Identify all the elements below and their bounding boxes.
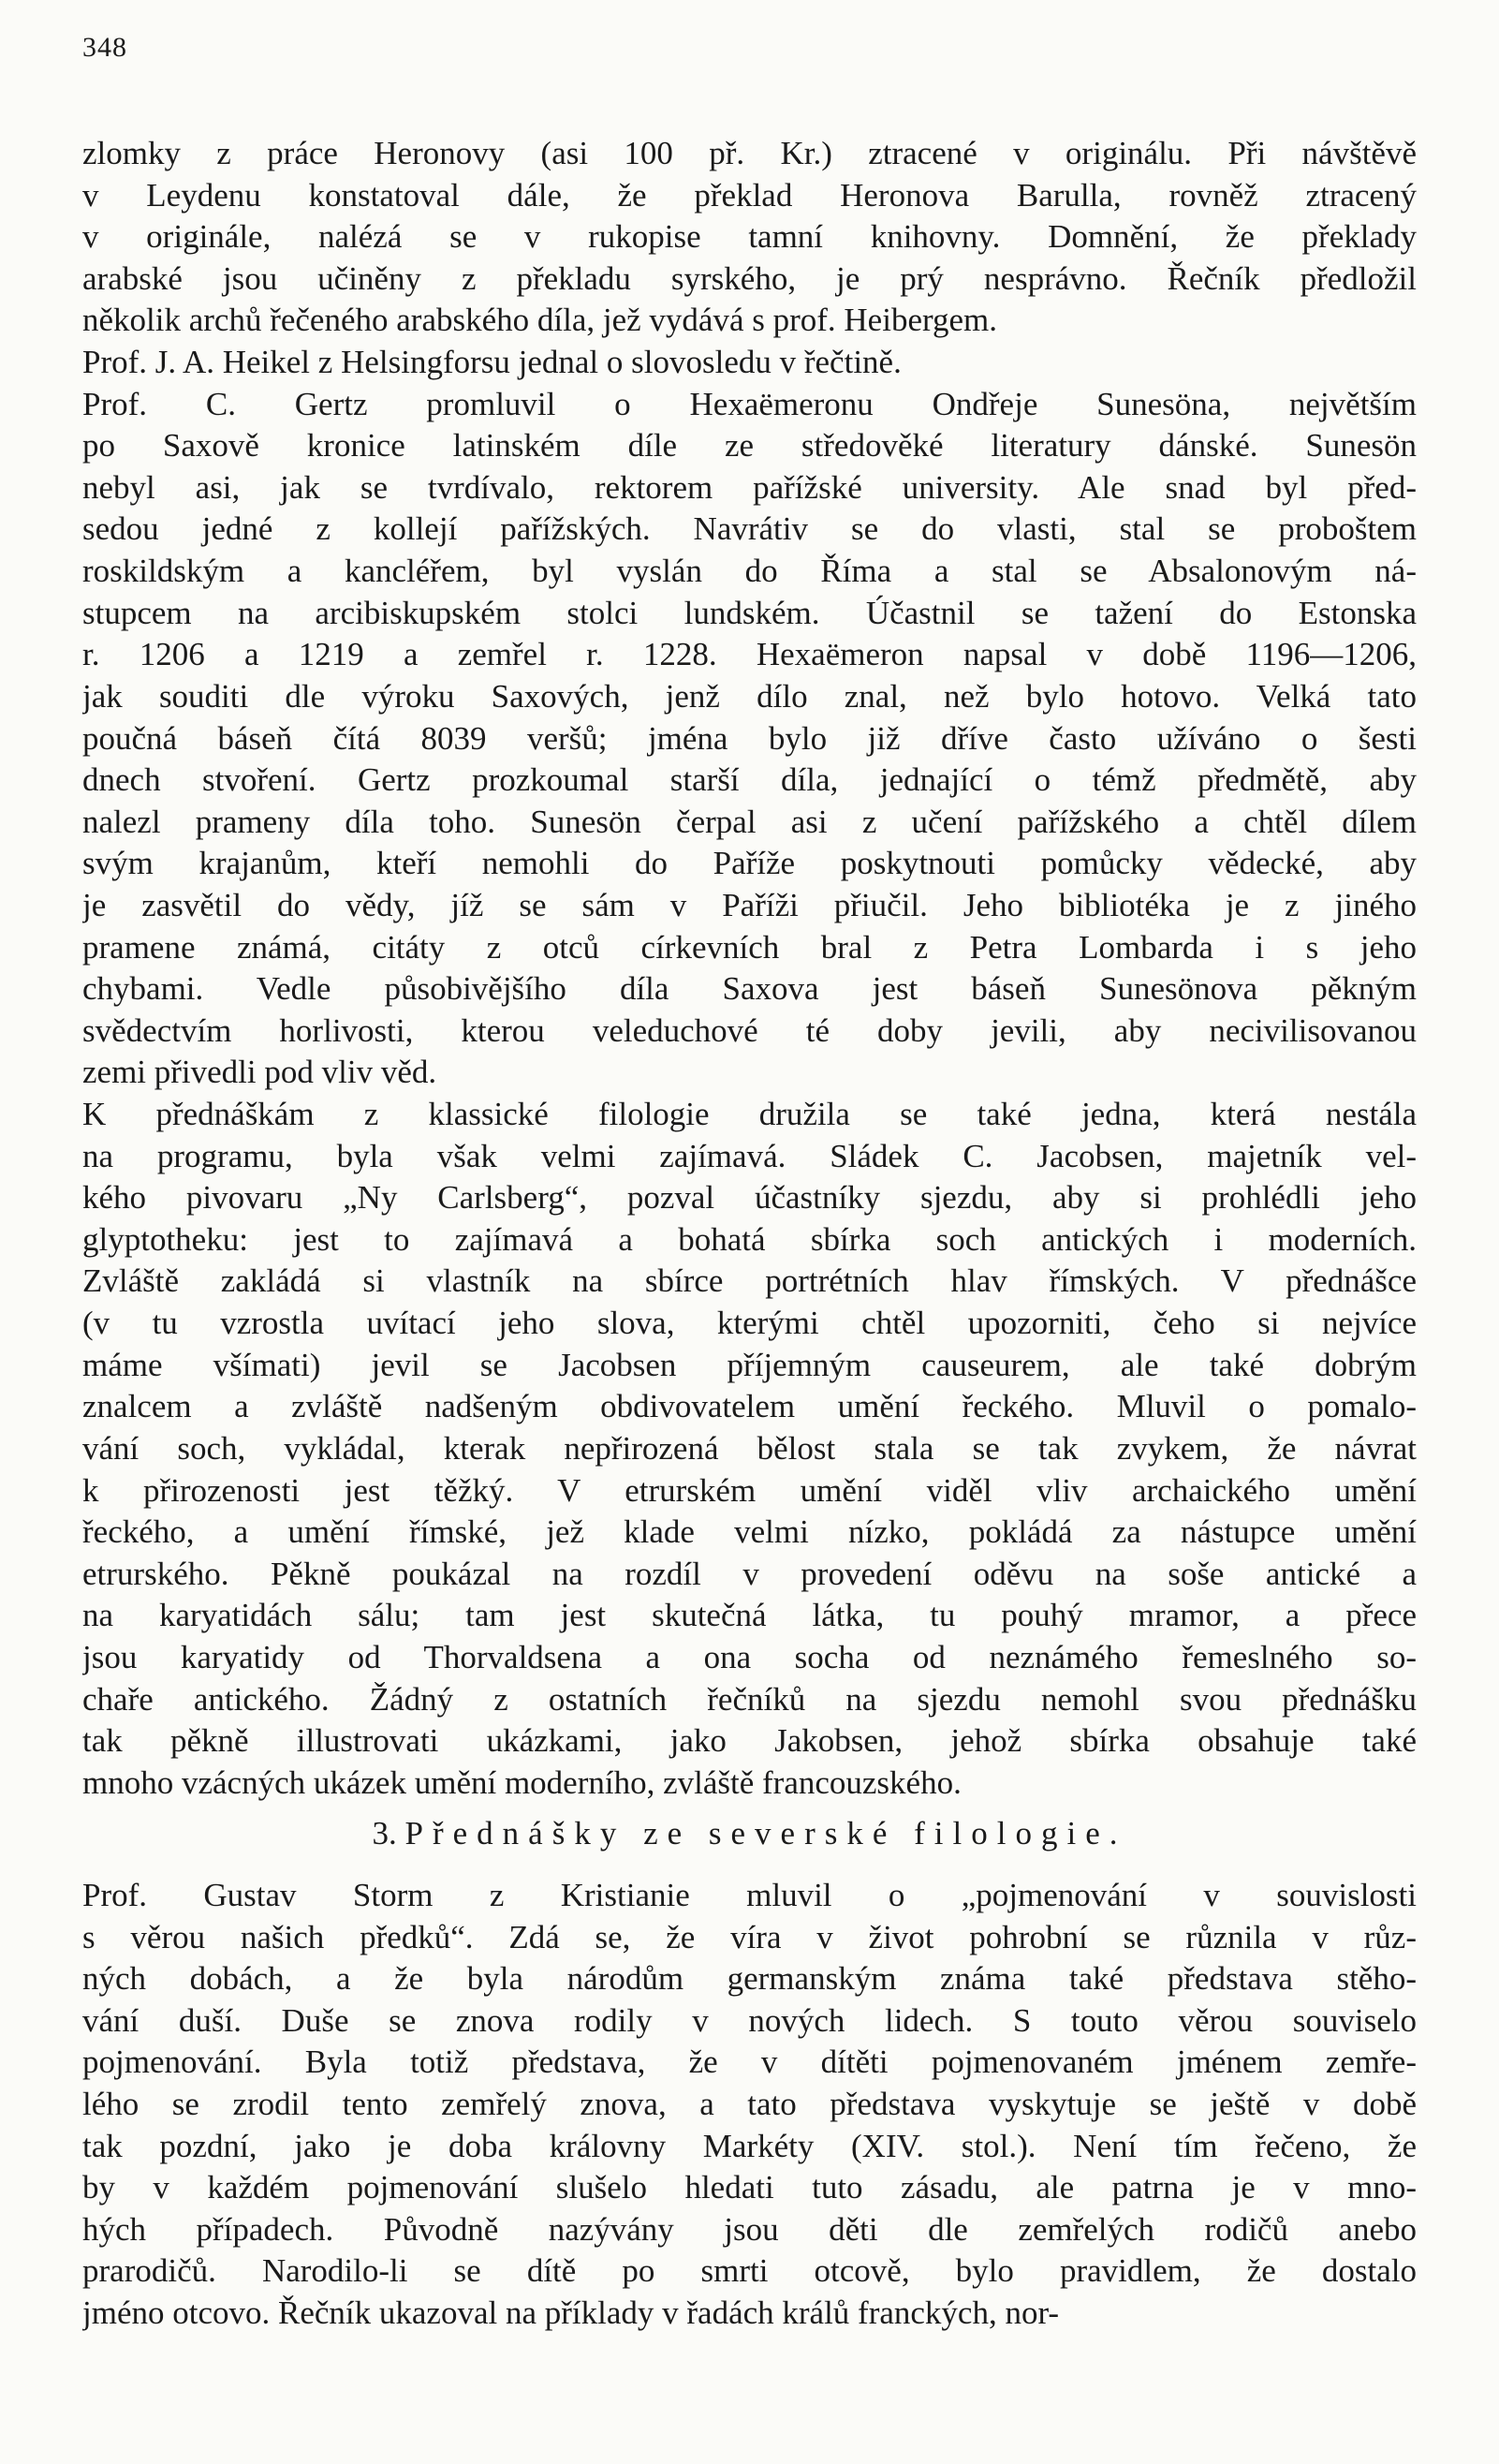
text-line: K přednáškám z klassické filologie družila se také jedna, která nestála: [82, 1096, 1417, 1133]
text-line: glyptotheku: jest to zajímavá a bohatá sbírka soch antických i moderních.: [82, 1220, 1417, 1258]
text-line: znalcem a zvláště nadšeným obdivovatelem umění řeckého. Mluvil o pomalo-: [82, 1388, 1417, 1425]
text-line: v originále, nalézá se v rukopise tamní knihovny. Domnění, že překlady: [82, 218, 1417, 256]
text-line: nalezl prameny díla toho. Sunesön čerpal asi z učení pařížského a chtěl dílem: [82, 803, 1417, 840]
text-line: etrurského. Pěkně poukázal na rozdíl v provedení oděvu na soše antické a: [82, 1555, 1417, 1592]
text-line: po Saxově kronice latinském díle ze středověké literatury dánské. Sunesön: [82, 427, 1417, 465]
text-line: by v každém pojmenování slušelo hledati tuto zásadu, ale patrna je v mno-: [82, 2169, 1417, 2206]
text-line: svým krajanům, kteří nemohli do Paříže poskytnouti pomůcky vědecké, aby: [82, 845, 1417, 882]
text-line: s věrou našich předků“. Zdá se, že víra v život pohrobní se různila v růz-: [82, 1918, 1417, 1955]
text-line: Prof. C. Gertz promluvil o Hexaëmeronu Ondřeje Sunesöna, největším: [82, 385, 1417, 422]
text-line: r. 1206 a 1219 a zemřel r. 1228. Hexaëmeron napsal v době 1196—1206,: [82, 636, 1417, 673]
text-line: Zvláště zakládá si vlastník na sbírce portrétních hlav římských. V přednášce: [82, 1262, 1417, 1300]
text-line: řeckého, a umění římské, jež klade velmi nízko, pokládá za nástupce umění: [82, 1513, 1417, 1551]
text-block-classical-philology: [82, 133, 1417, 1804]
text-line: v Leydenu konstatoval dále, že překlad Heronova Barulla, rovněž ztracený: [82, 176, 1417, 214]
text-line: pojmenování. Byla totiž představa, že v dítěti pojmenovaném jménem zemře-: [82, 2043, 1417, 2081]
text-line: máme všímati) jevil se Jacobsen příjemným causeurem, ale také dobrým: [82, 1346, 1417, 1383]
text-line: svědectvím horlivosti, kterou veleduchové té doby jevili, aby necivilisovanou: [82, 1011, 1417, 1049]
page-number: 348: [82, 32, 127, 63]
text-line: jsou karyatidy od Thorvaldsena a ona socha od neznámého řemeslného so-: [82, 1638, 1417, 1675]
text-line: na programu, byla však velmi zajímavá. Sládek C. Jacobsen, majetník vel-: [82, 1137, 1417, 1174]
text-line: chybami. Vedle působivějšího díla Saxova jest báseň Sunesönova pěkným: [82, 970, 1417, 1008]
text-line: je zasvětil do vědy, jíž se sám v Paříži přiučil. Jeho bibliotéka je z jiného: [82, 886, 1417, 923]
text-line: jak souditi dle výroku Saxových, jenž dílo znal, než bylo hotovo. Velká tato: [82, 677, 1417, 715]
text-line: kého pivovaru „Ny Carlsberg“, pozval účastníky sjezdu, aby si prohlédli jeho: [82, 1179, 1417, 1217]
text-line: pramene známá, citáty z otců církevních bral z Petra Lombarda i s jeho: [82, 928, 1417, 966]
text-line: arabské jsou učiněny z překladu syrského, je prý nesprávno. Řečník předložil: [82, 259, 1417, 297]
text-line: roskildským a kancléřem, byl vyslán do Říma a stal se Absalonovým ná-: [82, 553, 1417, 590]
section-heading: [0, 1813, 1499, 1854]
text-line: lého se zrodil tento zemřelý znova, a tato představa vyskytuje se ještě v době: [82, 2086, 1417, 2123]
text-line: k přirozenosti jest těžký. V etrurském umění viděl vliv archaického umění: [82, 1471, 1417, 1509]
text-block-nordic-philology: [82, 1875, 1417, 2335]
text-line: sedou jedné z kollejí pařížských. Navrátiv se do vlasti, stal se proboštem: [82, 510, 1417, 548]
section-title: Přednášky ze severské filologie.: [404, 1815, 1127, 1852]
text-line: mnoho vzácných ukázek umění moderního, zvláště francouzského.: [82, 1763, 962, 1801]
text-line: chaře antického. Žádný z ostatních řečníků na sjezdu nemohl svou přednášku: [82, 1680, 1417, 1718]
text-line: prarodičů. Narodilo-li se dítě po smrti otcově, bylo pravidlem, že dostalo: [82, 2252, 1417, 2290]
text-line: dnech stvoření. Gertz prozkoumal starší díla, jednající o témž předmětě, aby: [82, 761, 1417, 799]
text-line: zemi přivedli pod vliv věd.: [82, 1054, 437, 1091]
text-line: tak pozdní, jako je doba královny Markéty (XIV. stol.). Není tím řečeno, že: [82, 2127, 1417, 2164]
section-number: 3.: [372, 1815, 397, 1852]
text-line: (v tu vzrostla uvítací jeho slova, kterými chtěl upozorniti, čeho si nejvíce: [82, 1305, 1417, 1342]
text-line: Prof. J. A. Heikel z Helsingforsu jednal o slovosledu v řečtině.: [82, 344, 902, 381]
text-line: ných dobách, a že byla národům germanským známa také představa stěho-: [82, 1960, 1417, 1998]
text-line: vání soch, vykládal, kterak nepřirozená bělost stala se tak zvykem, že návrat: [82, 1429, 1417, 1467]
text-line: stupcem na arcibiskupském stolci lundském. Účastnil se tažení do Estonska: [82, 594, 1417, 631]
text-line: nebyl asi, jak se tvrdívalo, rektorem pařížské university. Ale snad byl před-: [82, 468, 1417, 506]
text-line: poučná báseň čítá 8039 veršů; jména bylo již dříve často užíváno o šesti: [82, 719, 1417, 757]
text-line: vání duší. Duše se znova rodily v nových lidech. S touto věrou souviselo: [82, 2001, 1417, 2039]
text-line: jméno otcovo. Řečník ukazoval na příklady v řadách králů franckých, nor-: [82, 2294, 1060, 2332]
text-line: několik archů řečeného arabského díla, jež vydává s prof. Heibergem.: [82, 302, 998, 339]
text-line: zlomky z práce Heronovy (asi 100 př. Kr.) ztracené v originálu. Při návštěvě: [82, 135, 1417, 171]
text-line: na karyatidách sálu; tam jest skutečná látka, tu pouhý mramor, a přece: [82, 1597, 1417, 1634]
text-line: tak pěkně illustrovati ukázkami, jako Jakobsen, jehož sbírka obsahuje také: [82, 1722, 1417, 1760]
text-line: Prof. Gustav Storm z Kristianie mluvil o „pojmenování v souvislosti: [82, 1877, 1417, 1913]
text-line: hých případech. Původně nazývány jsou děti dle zemřelých rodičů anebo: [82, 2210, 1417, 2248]
